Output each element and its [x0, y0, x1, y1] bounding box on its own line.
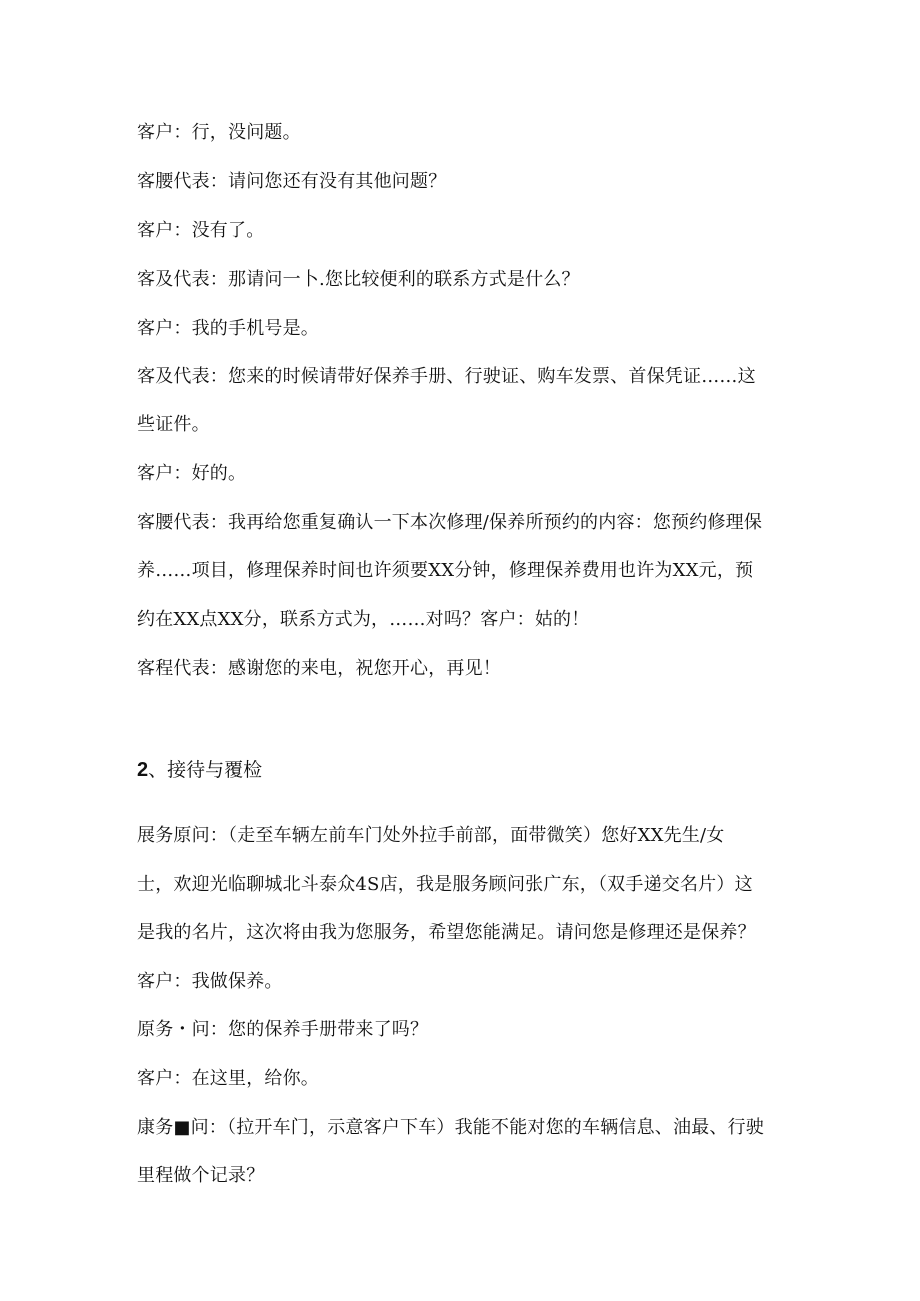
- dialogue-line: 客户：没有了。: [137, 220, 265, 241]
- dialogue-line: 客及代表：那请问一卜.您比较便利的联系方式是什么？: [137, 269, 580, 290]
- dialogue-line: 约在XX点XX分，联系方式为，……对吗？客户：姑的！: [137, 609, 590, 630]
- dialogue-line: 原务・问：您的保养手册带来了吗？: [137, 1019, 429, 1040]
- dialogue-line: 里程做个记录？: [137, 1165, 265, 1186]
- dialogue-line: 客腰代表：请问您还有没有其他问题？: [137, 171, 447, 192]
- dialogue-line: 康务■问：（拉开车门，示意客户下车）我能不能对您的车辆信息、油最、行驶: [137, 1117, 765, 1138]
- dialogue-line: 养……项目，修理保养时间也许须要XX分钟，修理保养费用也许为XX元，预: [137, 560, 754, 581]
- section-heading: [137, 758, 262, 782]
- dialogue-line: 客户：我的手机号是。: [137, 318, 319, 339]
- dialogue-line: 展务原问：（走至车辆左前车门处外拉手前部，面带微笑）您好XX先生/女: [137, 825, 725, 846]
- dialogue-line: 客户：行，没问题。: [137, 122, 301, 143]
- dialogue-line: 客户：我做保养。: [137, 971, 283, 992]
- section-title: 、接待与覆检: [148, 759, 263, 781]
- section-number: 2: [137, 759, 149, 781]
- dialogue-line: 客程代表：感谢您的来电，祝您开心，再见！: [137, 658, 501, 679]
- dialogue-line: 士，欢迎光临聊城北斗泰众4S店，我是服务顾问张广东，（双手递交名片）这: [137, 874, 753, 895]
- dialogue-line: 客及代表：您来的时候请带好保养手册、行驶证、购车发票、首保凭证……这: [137, 366, 756, 387]
- dialogue-line: 客户：好的。: [137, 463, 247, 484]
- dialogue-line: 客户：在这里，给你。: [137, 1068, 319, 1089]
- dialogue-line: 些证件。: [137, 414, 210, 435]
- dialogue-line: 客腰代表：我再给您重复确认一下本次修理/保养所预约的内容：您预约修理保: [137, 512, 763, 533]
- dialogue-line: 是我的名片，这次将由我为您服务，希望您能满足。请问您是修理还是保养？: [137, 922, 756, 943]
